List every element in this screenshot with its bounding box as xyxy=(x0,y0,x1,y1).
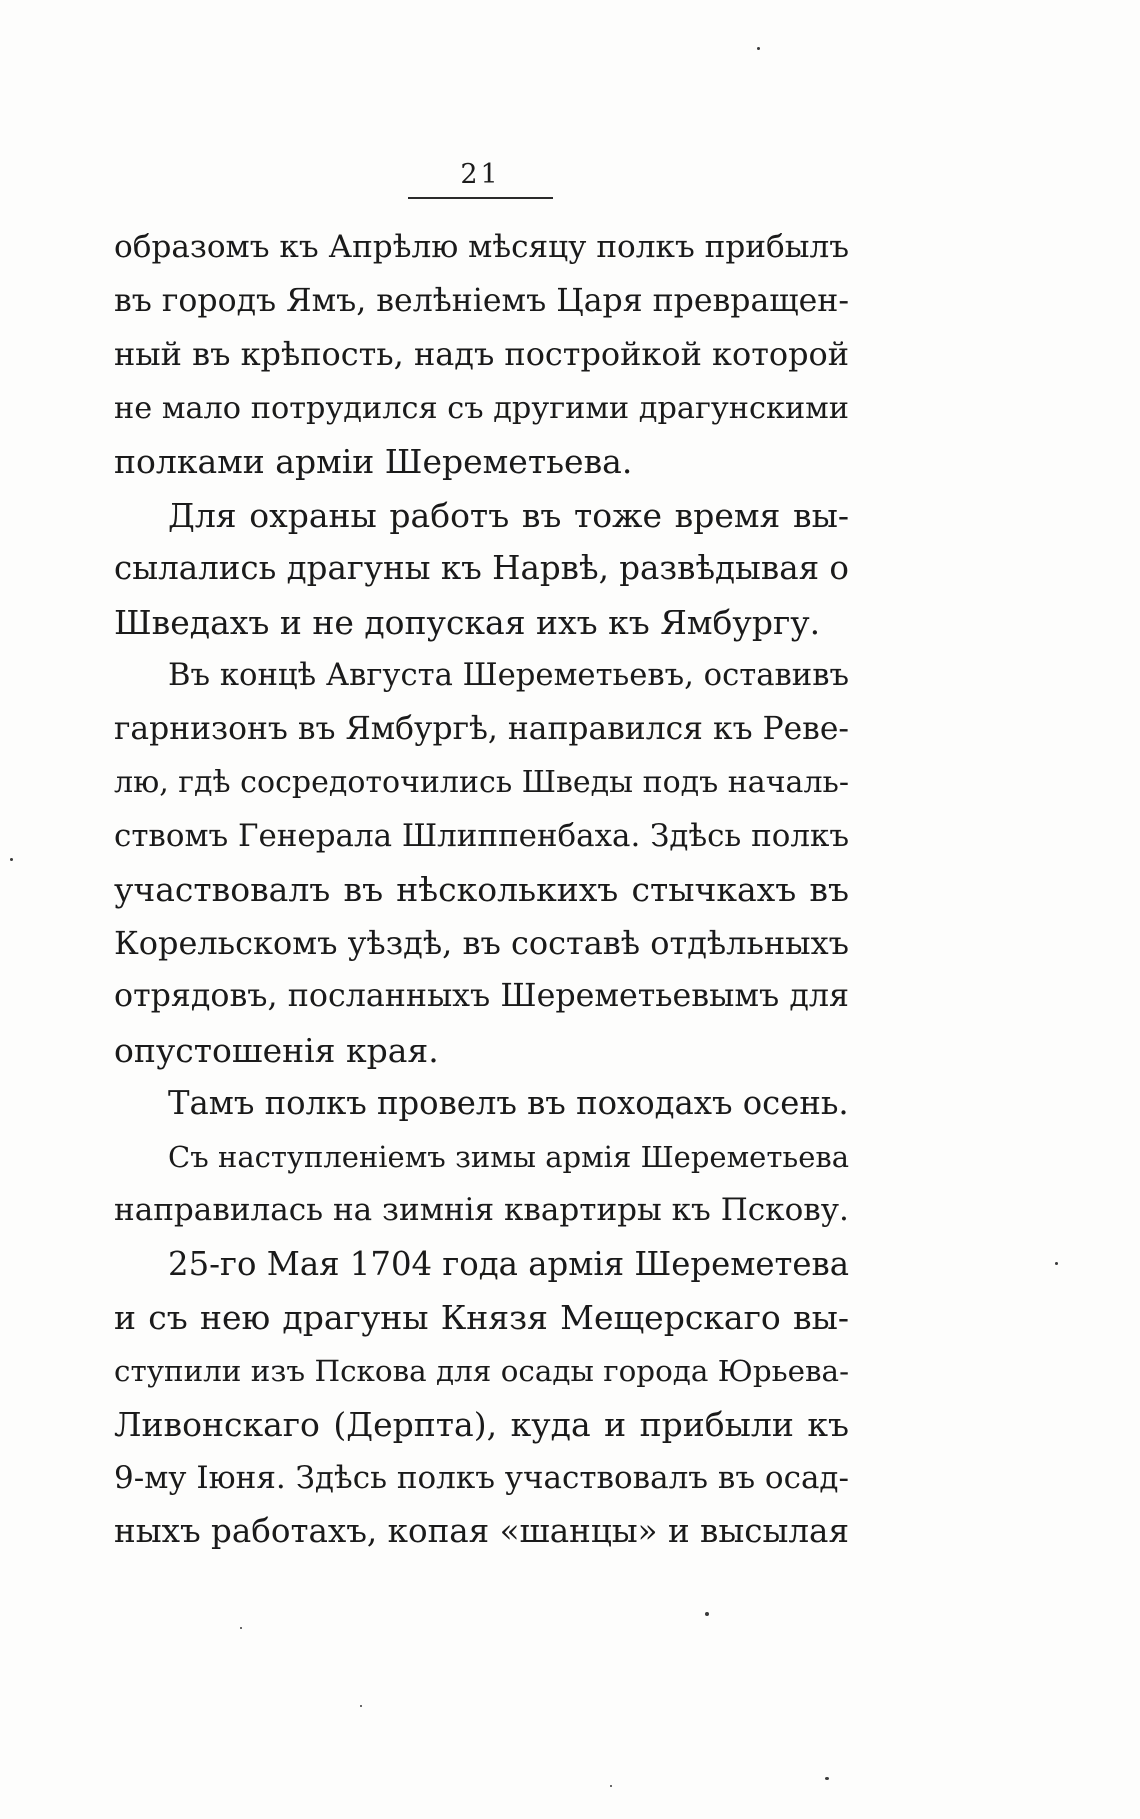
scan-speck xyxy=(757,47,760,50)
text-line: ныхъ работахъ, копая «шанцы» и высылая xyxy=(114,1512,849,1550)
text-line: не мало потрудился съ другими драгунскими xyxy=(114,390,849,426)
scan-speck xyxy=(825,1777,829,1780)
text-line: Съ наступленіемъ зимы армія Шереметьева xyxy=(168,1139,849,1174)
scan-speck xyxy=(10,858,13,861)
body-text xyxy=(114,221,849,1559)
text-line: Корельскомъ уѣздѣ, въ составѣ отдѣльныхъ xyxy=(114,923,849,962)
text-line: образомъ къ Апрѣлю мѣсяцу полкъ прибылъ xyxy=(114,229,849,265)
text-line: и съ нею драгуны Князя Мещерскаго вы- xyxy=(114,1298,849,1337)
scan-speck xyxy=(705,1612,709,1616)
text-line: направилась на зимнія квартиры къ Пскову. xyxy=(114,1192,849,1228)
text-line: ный въ крѣпость, надъ постройкой которой xyxy=(114,335,849,373)
text-line: Ливонскаго (Дерпта), куда и прибыли къ xyxy=(114,1405,849,1444)
text-line: Для охраны работъ въ тоже время вы- xyxy=(168,495,849,535)
text-line: опустошенія края. xyxy=(114,1030,439,1070)
text-line: Въ концѣ Августа Шереметьевъ, оставивъ xyxy=(168,658,849,693)
scan-speck xyxy=(1055,1262,1058,1265)
text-line: ступили изъ Пскова для осады города Юрьева- xyxy=(114,1353,849,1388)
text-line: въ городъ Ямъ, велѣніемъ Царя превращен- xyxy=(114,282,849,319)
text-line: лю, гдѣ сосредоточились Шведы подъ началь- xyxy=(114,765,849,800)
header-rule xyxy=(408,197,553,199)
page-header xyxy=(408,160,553,199)
scan-speck xyxy=(360,1705,362,1707)
text-line: сылались драгуны къ Нарвѣ, развѣдывая о xyxy=(114,549,849,587)
scan-speck xyxy=(240,1627,242,1629)
scan-speck xyxy=(610,1785,612,1787)
text-line: отрядовъ, посланныхъ Шереметьевымъ для xyxy=(114,978,849,1014)
text-line: ствомъ Генерала Шлиппенбаха. Здѣсь полкъ xyxy=(114,817,849,854)
text-line: 9-му Іюня. Здѣсь полкъ участвовалъ въ осад- xyxy=(114,1459,849,1496)
page-number: 21 xyxy=(460,159,501,190)
text-line: полками арміи Шереметьева. xyxy=(114,442,633,481)
text-line: гарнизонъ въ Ямбургѣ, направился къ Реве- xyxy=(114,710,849,747)
text-line: 25-го Мая 1704 года армія Шереметева xyxy=(168,1244,849,1283)
text-line: Тамъ полкъ провелъ въ походахъ осень. xyxy=(168,1084,849,1122)
text-line: участвовалъ въ нѣсколькихъ стычкахъ въ xyxy=(114,870,849,909)
text-line: Шведахъ и не допуская ихъ къ Ямбургу. xyxy=(114,602,821,642)
